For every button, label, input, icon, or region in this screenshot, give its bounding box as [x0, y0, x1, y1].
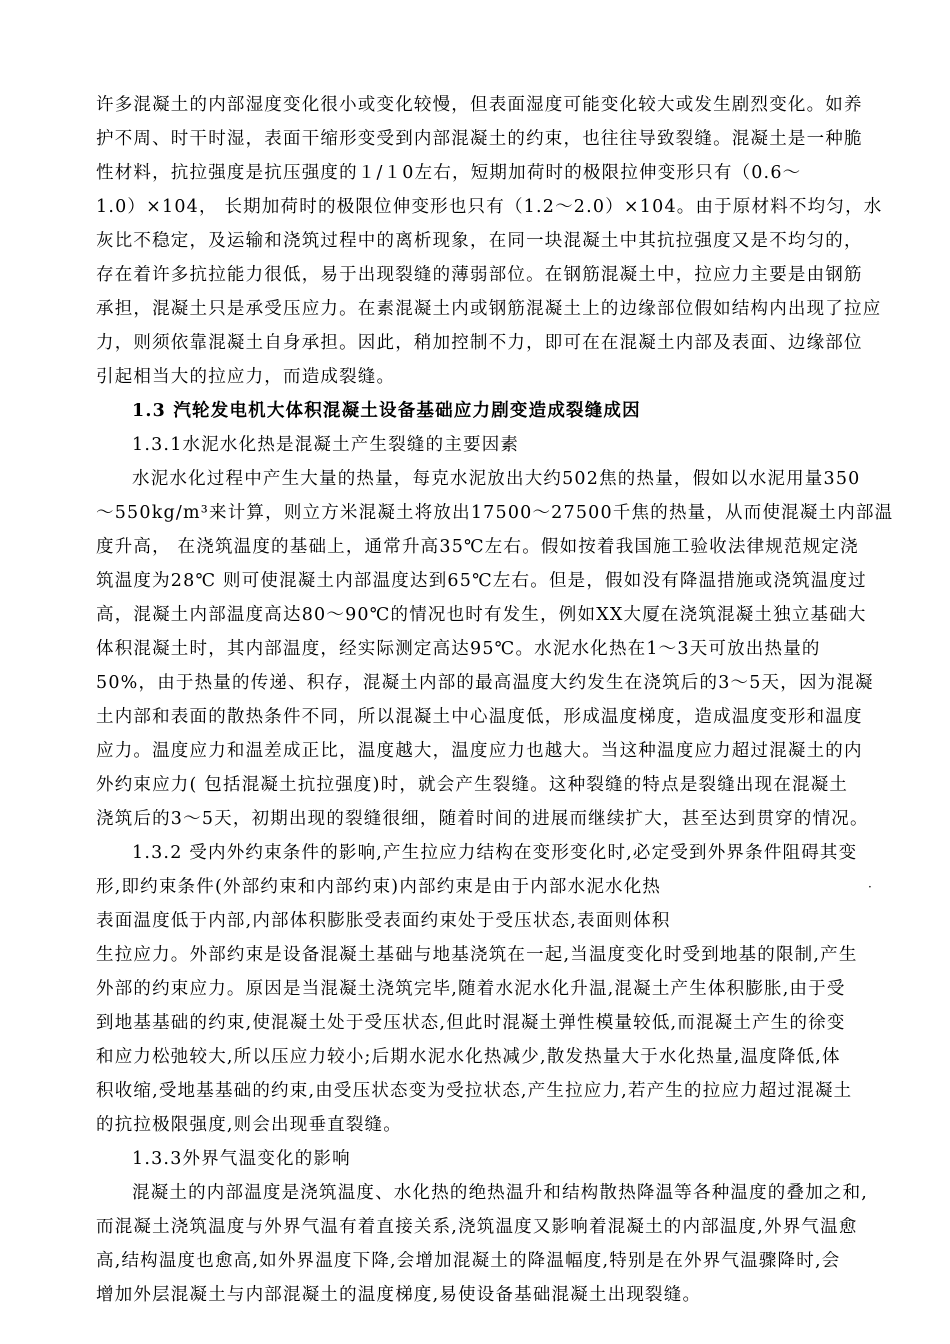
paragraph-line: 存在着许多抗拉能力很低，易于出现裂缝的薄弱部位。在钢筋混凝土中，拉应力主要是由钢筋 — [96, 265, 863, 285]
paragraph-line: 增加外层混凝土与内部混凝土的温度梯度,易使设备基础混凝土出现裂缝。 — [96, 1285, 702, 1305]
paragraph-line: 水泥水化过程中产生大量的热量，每克水泥放出大约502焦的热量，假如以水泥用量350 — [132, 469, 861, 489]
paragraph-line: ～550kg/m³来计算，则立方米混凝土将放出17500～27500千焦的热量，从而使混凝土内部温 — [96, 503, 894, 523]
paragraph-line: 外约束应力( 包括混凝土抗拉强度)时，就会产生裂缝。这种裂缝的特点是裂缝出现在混凝土 — [96, 775, 849, 795]
paragraph-line: 体积混凝土时，其内部温度，经实际测定高达95℃。水泥水化热在1～3天可放出热量的 — [96, 639, 821, 659]
paragraph-line: 灰比不稳定，及运输和浇筑过程中的离析现象，在同一块混凝土中其抗拉强度又是不均匀的， — [96, 231, 863, 251]
paragraph-line: 到地基基础的约束,使混凝土处于受压状态,但此时混凝土弹性模量较低,而混凝土产生的徐变 — [96, 1013, 846, 1033]
subsection-heading: 1.3.1水泥水化热是混凝土产生裂缝的主要因素 — [132, 435, 520, 455]
paragraph-line: 筑温度为28℃ 则可使混凝土内部温度达到65℃左右。但是，假如没有降温措施或浇筑温度过 — [96, 571, 867, 591]
paragraph-line: 度升高， 在浇筑温度的基础上，通常升高35℃左右。假如按着我国施工验收法律规范规定浇 — [96, 537, 859, 557]
paragraph-line: 1.0）×104， 长期加荷时的极限位伸变形也只有（1.2～2.0）×104。由于原材料不均匀，水 — [96, 197, 883, 217]
paragraph-line: 表面温度低于内部,内部体积膨胀受表面约束处于受压状态,表面则体积 — [96, 911, 671, 931]
paragraph-line: 和应力松弛较大,所以压应力较小;后期水泥水化热减少,散发热量大于水化热量,温度降低,体 — [96, 1047, 841, 1067]
paragraph-line: 承担，混凝土只是承受压应力。在素混凝土内或钢筋混凝土上的边缘部位假如结构内出现了拉应 — [96, 299, 882, 319]
paragraph-line: 护不周、时干时湿，表面干缩形变受到内部混凝土的约束，也往往导致裂缝。混凝土是一种脆 — [96, 129, 863, 149]
paragraph-line: 浇筑后的3～5天，初期出现的裂缝很细，随着时间的进展而继续扩大，甚至达到贯穿的情况。 — [96, 809, 869, 829]
paragraph-line: 的抗拉极限强度,则会出现垂直裂缝。 — [96, 1115, 402, 1135]
paragraph-line: 积收缩,受地基基础的约束,由受压状态变为受拉状态,产生拉应力,若产生的拉应力超过混凝土 — [96, 1081, 853, 1101]
paragraph-line: 应力。温度应力和温差成正比，温度越大，温度应力也越大。当这种温度应力超过混凝土的内 — [96, 741, 863, 761]
paragraph-line: 1.3.2 受内外约束条件的影响,产生拉应力结构在变形变化时,必定受到外界条件阻碍其变 — [132, 843, 858, 863]
paragraph-line: 许多混凝土的内部湿度变化很小或变化较慢，但表面湿度可能变化较大或发生剧烈变化。如养 — [96, 95, 863, 115]
paragraph-line: 土内部和表面的散热条件不同，所以混凝土中心温度低，形成温度梯度，造成温度变形和温度 — [96, 707, 863, 727]
paragraph-line: 高，混凝土内部温度高达80～90℃的情况也时有发生，例如XX大厦在浇筑混凝土独立基础大 — [96, 605, 867, 625]
section-heading: 1.3 汽轮发电机大体积混凝土设备基础应力剧变造成裂缝成因 — [132, 401, 641, 421]
paragraph-line: 而混凝土浇筑温度与外界气温有着直接关系,浇筑温度又影响着混凝土的内部温度,外界气温愈 — [96, 1217, 858, 1237]
subsection-heading: 1.3.3外界气温变化的影响 — [132, 1149, 351, 1169]
paragraph-line: 外部的约束应力。原因是当混凝土浇筑完毕,随着水泥水化升温,混凝土产生体积膨胀,由于受 — [96, 979, 846, 999]
paragraph-line: 混凝土的内部温度是浇筑温度、水化热的绝热温升和结构散热降温等各种温度的叠加之和, — [132, 1183, 869, 1203]
paragraph-line: 形,即约束条件(外部约束和内部约束)内部约束是由于内部水泥水化热 — [96, 877, 662, 897]
paragraph-line: 高,结构温度也愈高,如外界温度下降,会增加混凝土的降温幅度,特别是在外界气温骤降时,会 — [96, 1251, 841, 1271]
scan-artifact-mark: · — [868, 880, 872, 894]
paragraph-line: 生拉应力。外部约束是设备混凝土基础与地基浇筑在一起,当温度变化时受到地基的限制,产生 — [96, 945, 858, 965]
paragraph-line: 性材料，抗拉强度是抗压强度的１/１0左右，短期加荷时的极限拉伸变形只有（0.6～ — [96, 163, 802, 183]
paragraph-line: 力，则须依靠混凝土自身承担。因此，稍加控制不力，即可在在混凝土内部及表面、边缘部位 — [96, 333, 863, 353]
paragraph-line: 引起相当大的拉应力，而造成裂缝。 — [96, 367, 396, 387]
paragraph-line: 50%，由于热量的传递、积存，混凝土内部的最高温度大约发生在浇筑后的3～5天，因为混凝 — [96, 673, 874, 693]
